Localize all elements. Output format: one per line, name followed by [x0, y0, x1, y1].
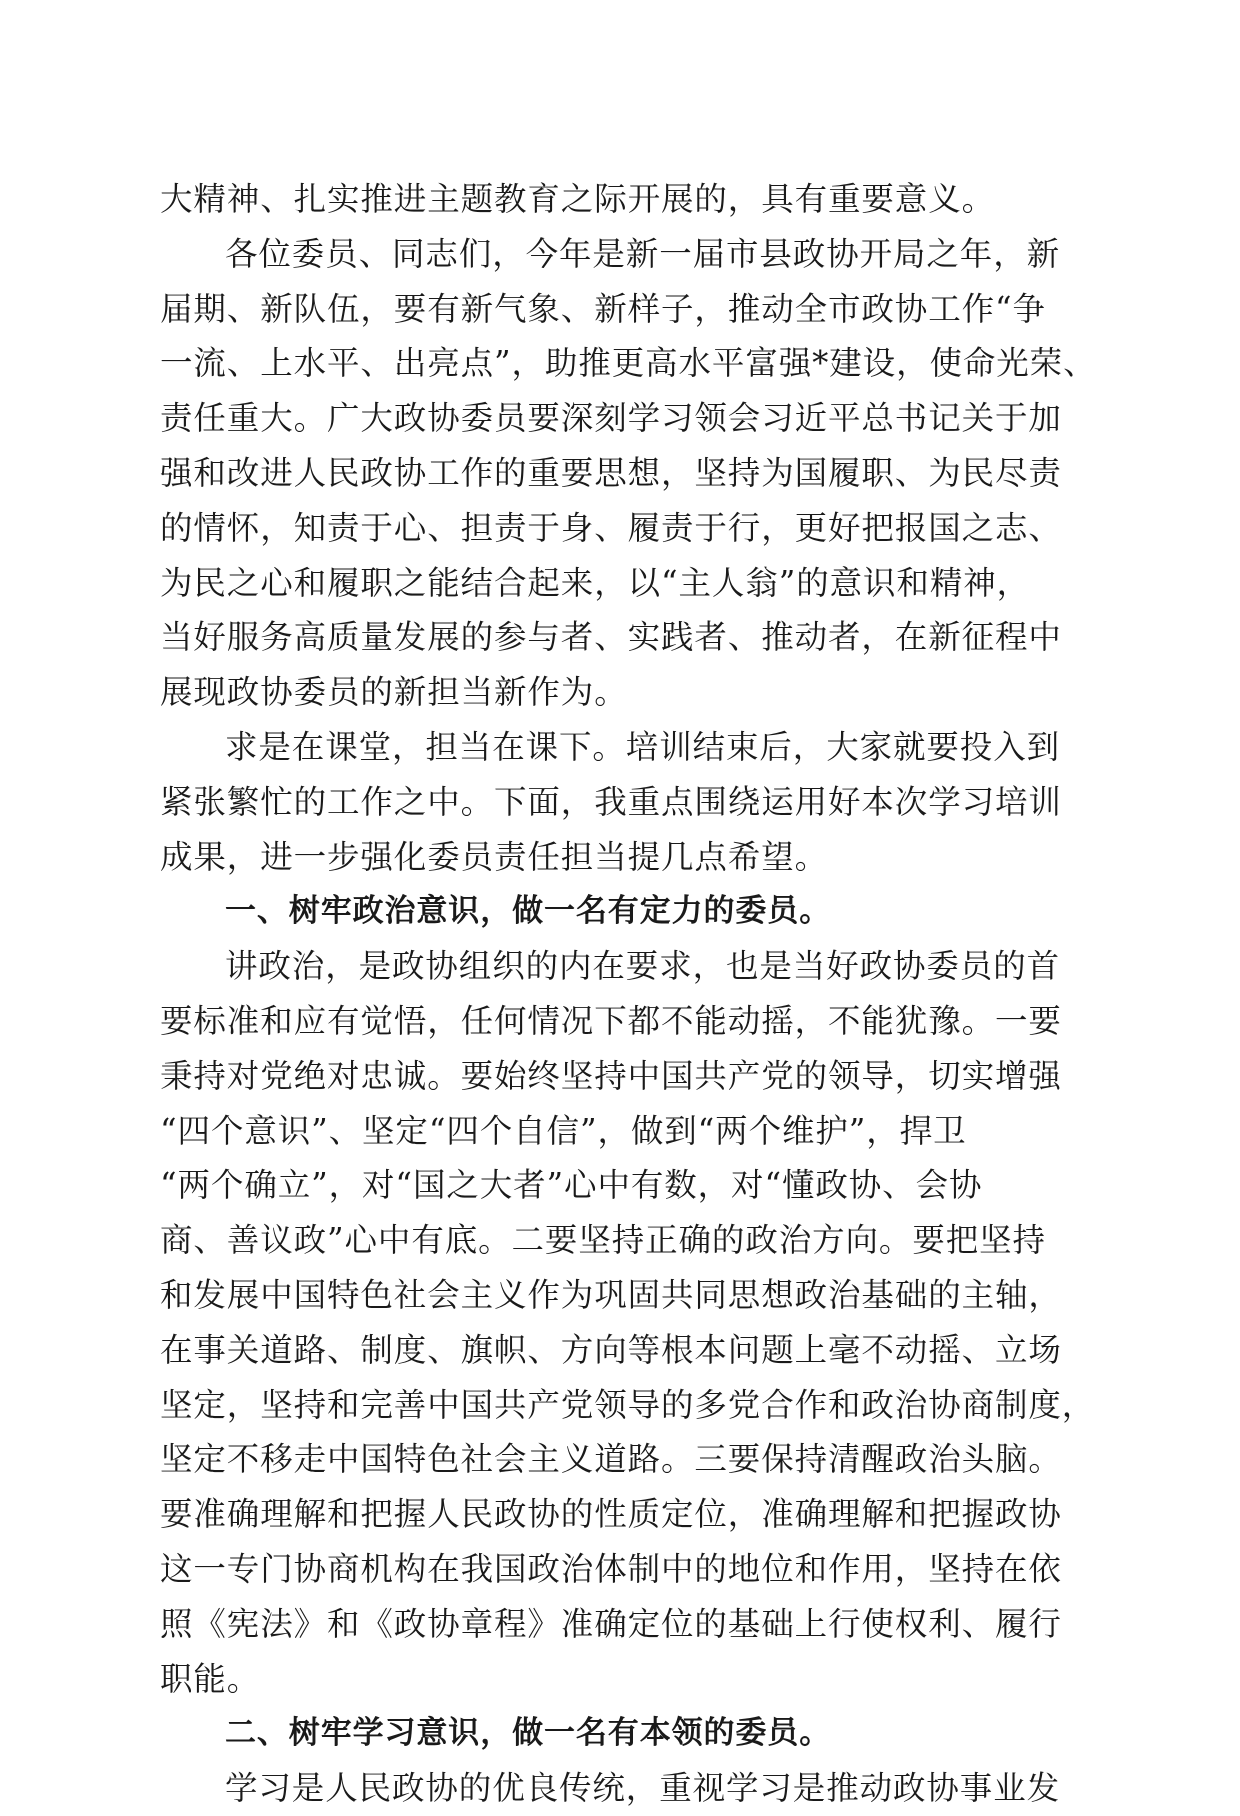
text-line: 求是在课堂，担当在课下。培训结束后，大家就要投入到	[225, 727, 1061, 766]
text-line: 展现政协委员的新担当新作为。	[160, 673, 628, 712]
text-line: 责任重大。广大政协委员要深刻学习领会习近平总书记关于加	[160, 399, 1062, 438]
text-line: 紧张繁忙的工作之中。下面，我重点围绕运用好本次学习培训	[160, 782, 1062, 821]
text-line: 照《宪法》和《政协章程》准确定位的基础上行使权利、履行	[160, 1604, 1062, 1643]
text-line: 的情怀，知责于心、担责于身、履责于行，更好把报国之志、	[160, 508, 1062, 547]
text-line: 和发展中国特色社会主义作为巩固共同思想政治基础的主轴，	[160, 1275, 1062, 1314]
text-line: 讲政治，是政协组织的内在要求，也是当好政协委员的首	[225, 947, 1061, 986]
section-heading-2: 二、树牢学习意识，做一名有本领的委员。	[225, 1715, 832, 1752]
text-line: 这一专门协商机构在我国政治体制中的地位和作用，坚持在依	[160, 1549, 1062, 1588]
text-line: 坚定不移走中国特色社会主义道路。三要保持清醒政治头脑。	[160, 1440, 1062, 1479]
text-line: 为民之心和履职之能结合起来，以“主人翁”的意识和精神，	[160, 563, 1031, 602]
section-heading-1: 一、树牢政治意识，做一名有定力的委员。	[225, 893, 832, 930]
text-line: 坚定，坚持和完善中国共产党领导的多党合作和政治协商制度，	[160, 1385, 1096, 1424]
text-line: 强和改进人民政协工作的重要思想，坚持为国履职、为民尽责	[160, 453, 1062, 492]
text-line: “两个确立”，对“国之大者”心中有数，对“懂政协、会协	[160, 1166, 983, 1205]
text-line: 职能。	[160, 1659, 261, 1698]
text-line: 成果，进一步强化委员责任担当提几点希望。	[160, 837, 829, 876]
text-line: 大精神、扎实推进主题教育之际开展的，具有重要意义。	[160, 180, 996, 218]
text-line: 学习是人民政协的优良传统，重视学习是推动政协事业发	[225, 1769, 1061, 1808]
text-line: 商、善议政”心中有底。二要坚持正确的政治方向。要把坚持	[160, 1221, 1046, 1260]
text-line: 要标准和应有觉悟，任何情况下都不能动摇，不能犹豫。一要	[160, 1001, 1062, 1040]
text-line: 各位委员、同志们，今年是新一届市县政协开局之年，新	[225, 234, 1061, 273]
document-body	[160, 172, 1097, 1816]
text-line: 秉持对党绝对忠诚。要始终坚持中国共产党的领导，切实增强	[160, 1056, 1062, 1095]
text-line: 一流、上水平、出亮点”，助推更高水平富强*建设，使命光荣、	[160, 344, 1097, 383]
text-line: 届期、新队伍，要有新气象、新样子，推动全市政协工作“争	[160, 289, 1046, 328]
text-line: 当好服务高质量发展的参与者、实践者、推动者，在新征程中	[160, 618, 1062, 657]
text-line: 要准确理解和把握人民政协的性质定位，准确理解和把握政协	[160, 1495, 1062, 1534]
text-line: 在事关道路、制度、旗帜、方向等根本问题上毫不动摇、立场	[160, 1330, 1062, 1369]
text-line: “四个意识”、坚定“四个自信”，做到“两个维护”，捍卫	[160, 1111, 967, 1150]
